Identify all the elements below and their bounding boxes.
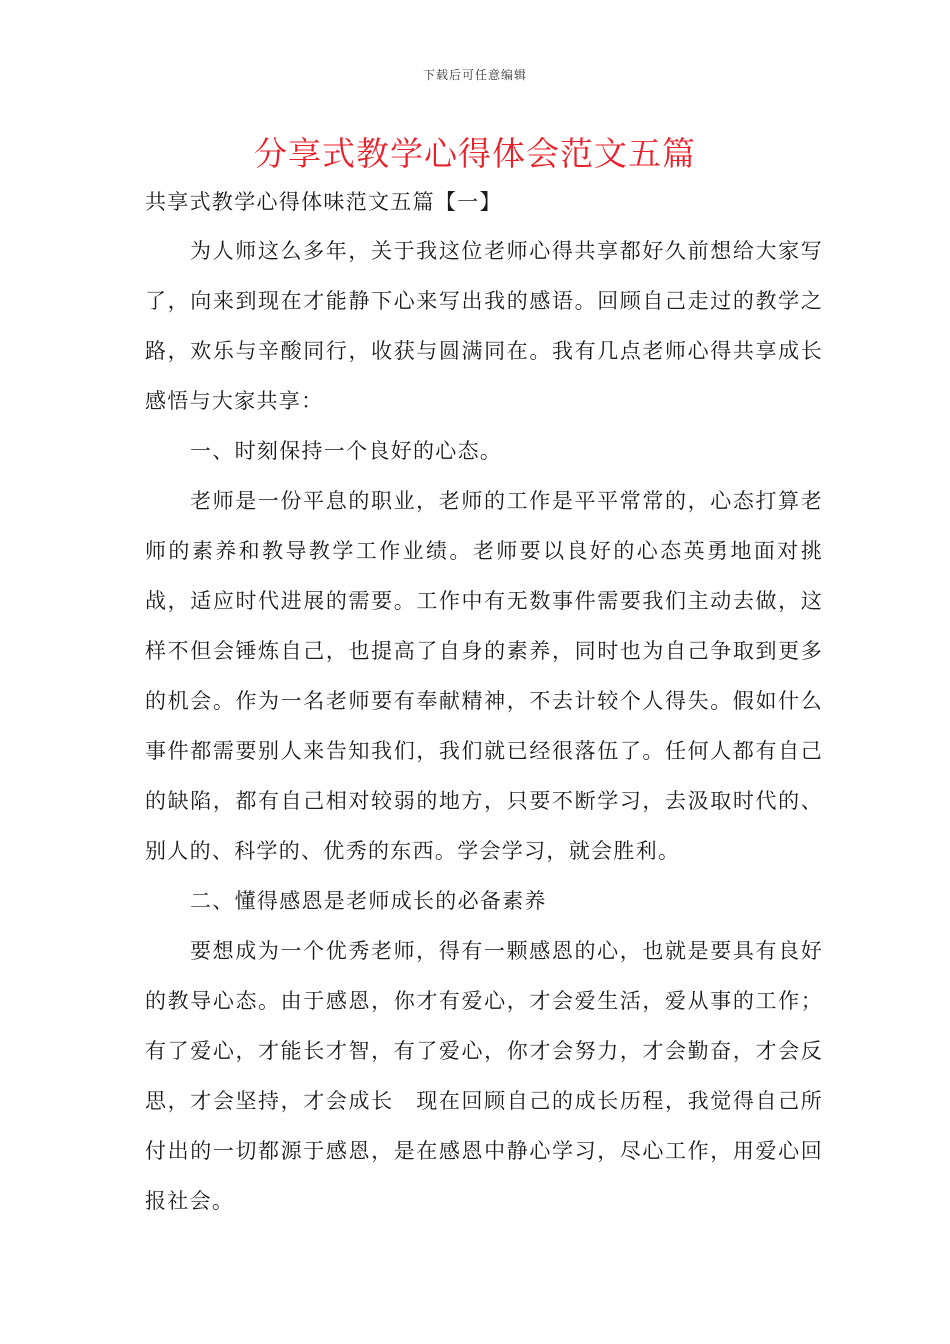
paragraph-mindset: 老师是一份平息的职业，老师的工作是平平常常的，心态打算老师的素养和教导教学工作业绩。老师要以良好的心态英勇地面对挑战，适应时代进展的需要。工作中有无数事件需要我们主动去做，这样不但会锤炼自己，也提高了自身的素养，同时也为自己争取到更多的机会。作为一名老师要有奉献精神，不去计较个人得失。假如什么事件都需要别人来告知我们，我们就已经很落伍了。任何人都有自己的缺陷，都有自己相对较弱的地方，只要不断学习，去汲取时代的、别人的、科学的、优秀的东西。学会学习，就会胜利。: [145, 489, 823, 863]
document-body: [145, 226, 823, 1226]
paragraph-gratitude: 要想成为一个优秀老师，得有一颗感恩的心，也就是要具有良好的教导心态。由于感恩，你才有爱心，才会爱生活，爱从事的工作；有了爱心，才能长才智，有了爱心，你才会努力，才会勤奋，才会反思，才会坚持，才会成长 现在回顾自己的成长历程，我觉得自己所付出的一切都源于感恩，是在感恩中静心学习，尽心工作，用爱心回报社会。: [145, 939, 823, 1213]
paragraph-heading-1: 一、时刻保持一个良好的心态。: [190, 439, 503, 463]
header-note: 下载后可任意编辑: [422, 68, 527, 82]
paragraph-intro: 为人师这么多年，关于我这位老师心得共享都好久前想给大家写了，向来到现在才能静下心来写出我的感语。回顾自己走过的教学之路，欢乐与辛酸同行，收获与圆满同在。我有几点老师心得共享成长感悟与大家共享：: [145, 239, 823, 413]
document-title: 分享式教学心得体会范文五篇: [254, 134, 696, 173]
paragraph-heading-2: 二、懂得感恩是老师成长的必备素养: [190, 889, 547, 913]
section-subtitle: 共享式教学心得体味范文五篇【一】: [145, 190, 502, 214]
